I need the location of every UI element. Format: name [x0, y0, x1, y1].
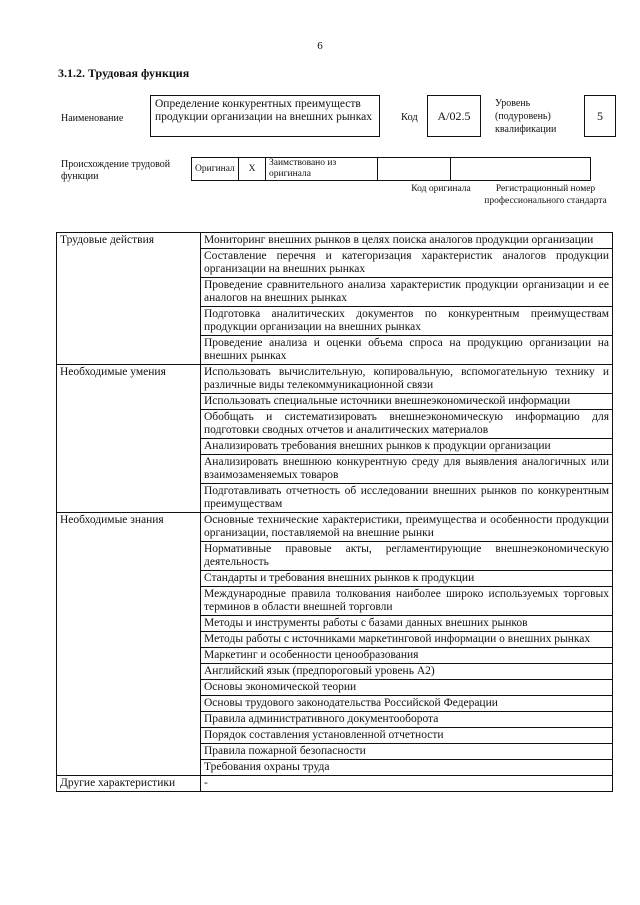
level-label-line: квалификации	[495, 124, 557, 135]
code-label: Код	[401, 112, 418, 123]
table-row	[57, 233, 613, 249]
registration-number-cell	[451, 158, 591, 181]
requirement-item: Правила пожарной безопасности	[201, 744, 613, 760]
section-category: Другие характеристики	[57, 776, 201, 792]
level-label-line: (подуровень)	[495, 111, 551, 122]
requirement-item: Проведение сравнительного анализа характеристик продукции организации и ее аналогов на внешних рынках	[201, 278, 613, 307]
requirement-item: Использовать вычислительную, копировальную, вспомогательную технику и различные виды телекоммуникационной связи	[201, 365, 613, 394]
level-label-line: Уровень	[495, 98, 531, 109]
original-label: Оригинал	[192, 158, 239, 181]
requirement-item: Основные технические характеристики, преимущества и особенности продукции организации, поставляемой на внешние рынки	[201, 513, 613, 542]
table-row	[57, 365, 613, 394]
original-mark: X	[239, 158, 266, 181]
origin-table	[191, 157, 591, 181]
requirement-item: Проведение анализа и оценки объема спроса на продукцию организации на внешних рынках	[201, 336, 613, 365]
page-number: 6	[317, 40, 323, 52]
requirement-item: Основы трудового законодательства Российской Федерации	[201, 696, 613, 712]
requirement-item: Методы и инструменты работы с базами данных внешних рынков	[201, 616, 613, 632]
requirement-item: Использовать специальные источники внешнеэкономической информации	[201, 394, 613, 410]
requirement-item: -	[201, 776, 613, 792]
requirement-item: Анализировать требования внешних рынков к продукции организации	[201, 439, 613, 455]
requirement-item: Мониторинг внешних рынков в целях поиска аналогов продукции организации	[201, 233, 613, 249]
requirement-item: Требования охраны труда	[201, 760, 613, 776]
table-row	[57, 776, 613, 792]
requirement-item: Подготавливать отчетность об исследовании внешних рынков по конкурентным преимуществам	[201, 484, 613, 513]
requirement-item: Подготовка аналитических документов по конкурентным преимуществам продукции организации на внешних рынках	[201, 307, 613, 336]
original-code-caption: Код оригинала	[411, 184, 471, 194]
section-title: 3.1.2. Трудовая функция	[58, 66, 190, 80]
function-name: Определение конкурентных преимуществ продукции организации на внешних рынках	[150, 95, 380, 137]
requirement-item: Основы экономической теории	[201, 680, 613, 696]
requirement-item: Обобщать и систематизировать внешнеэкономическую информацию для подготовки сводных отчетов и аналитических материалов	[201, 410, 613, 439]
requirement-item: Нормативные правовые акты, регламентирующие внешнеэкономическую деятельность	[201, 542, 613, 571]
requirements-table	[56, 232, 613, 792]
name-label: Наименование	[61, 113, 124, 124]
section-category: Трудовые действия	[57, 233, 201, 365]
requirement-item: Стандарты и требования внешних рынков к продукции	[201, 571, 613, 587]
registration-number-caption: Регистрационный номер профессионального стандарта	[484, 184, 607, 206]
requirement-item: Порядок составления установленной отчетности	[201, 728, 613, 744]
level-label	[495, 97, 556, 136]
requirement-item: Правила административного документооборота	[201, 712, 613, 728]
origin-header	[58, 157, 618, 222]
function-header	[58, 93, 618, 143]
qualification-level: 5	[584, 95, 616, 137]
function-code: A/02.5	[427, 95, 481, 137]
table-row	[57, 513, 613, 542]
borrowed-label: Заимствовано из оригинала	[266, 158, 378, 181]
requirement-item: Международные правила толкования наиболее широко используемых торговых терминов в области внешней торговли	[201, 587, 613, 616]
original-code-cell	[378, 158, 451, 181]
section-category: Необходимые знания	[57, 513, 201, 776]
requirement-item: Анализировать внешнюю конкурентную среду для выявления аналогичных или взаимозаменяемых товаров	[201, 455, 613, 484]
requirement-item: Маркетинг и особенности ценообразования	[201, 648, 613, 664]
section-category: Необходимые умения	[57, 365, 201, 513]
origin-label: Происхождение трудовой функции	[61, 159, 171, 182]
requirement-item: Методы работы с источниками маркетинговой информации о внешних рынках	[201, 632, 613, 648]
requirement-item: Английский язык (предпороговый уровень А2)	[201, 664, 613, 680]
requirement-item: Составление перечня и категоризация характеристик аналогов продукции организации на внешних рынках	[201, 249, 613, 278]
